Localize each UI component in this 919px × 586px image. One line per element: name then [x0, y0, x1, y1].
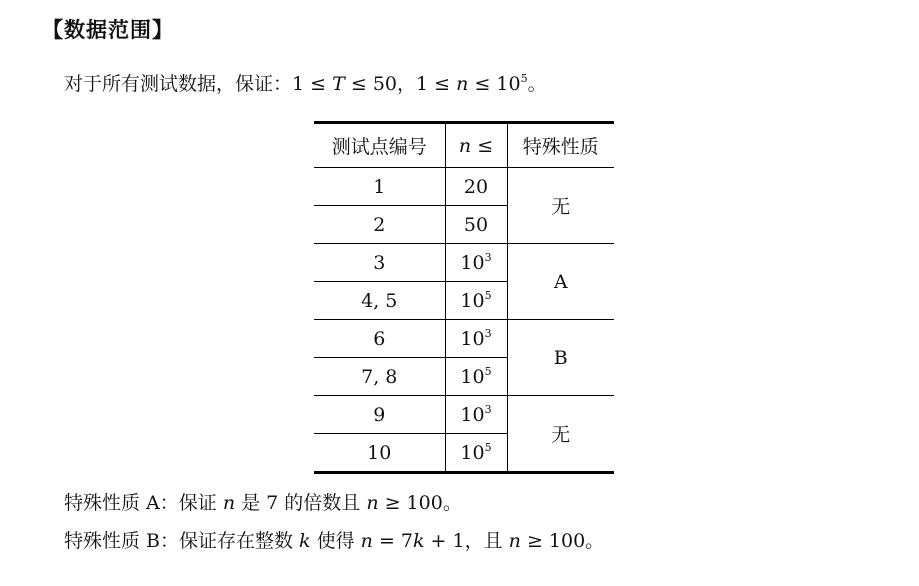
- section-heading: 【数据范围】: [42, 18, 174, 42]
- cell-property: B: [507, 320, 614, 396]
- cell-n-limit: $10^3$: [445, 244, 507, 282]
- cell-n-limit: 50: [445, 206, 507, 244]
- cell-test-id: 7, 8: [314, 358, 445, 396]
- cell-test-id: 2: [314, 206, 445, 244]
- cell-property: 无: [507, 168, 614, 244]
- cell-property: 无: [507, 396, 614, 473]
- t-lower: 1: [292, 73, 305, 95]
- cell-property: A: [507, 244, 614, 320]
- cell-test-id: 1: [373, 175, 386, 198]
- cell-n-limit: $10^3$: [445, 320, 507, 358]
- le-sign: ≤: [310, 73, 327, 95]
- n-variable: n: [456, 73, 469, 95]
- property-a-text: 特殊性质 A：保证 n 是 7 的倍数且 n ≥ 100。: [64, 492, 462, 514]
- cell-n-limit: $10^3$: [445, 396, 507, 434]
- header-property: 特殊性质: [507, 123, 614, 168]
- n-upper: $10^5$: [496, 72, 528, 95]
- le-sign: ≤: [434, 73, 451, 95]
- separator: ，: [397, 73, 417, 95]
- constraints-lead: 对于所有测试数据，保证：: [64, 73, 293, 95]
- cell-n-limit: $10^5$: [445, 358, 507, 396]
- cell-test-id: 4, 5: [314, 282, 445, 320]
- test-data-table: [314, 121, 614, 474]
- cell-n-limit: $10^5$: [445, 282, 507, 320]
- constraints-text: [64, 69, 547, 96]
- le-sign: ≤: [474, 73, 491, 95]
- header-n-limit: n ≤: [445, 123, 507, 168]
- cell-test-id: 6: [314, 320, 445, 358]
- n-lower: 1: [416, 73, 429, 95]
- le-sign: ≤: [350, 73, 367, 95]
- cell-n-limit: $10^5$: [445, 434, 507, 473]
- t-upper: 50: [372, 73, 398, 95]
- cell-test-id: 3: [314, 244, 445, 282]
- cell-n-limit: 20: [445, 168, 507, 206]
- header-test-id: 测试点编号: [314, 123, 445, 168]
- cell-test-id: 9: [314, 396, 445, 434]
- period: 。: [527, 73, 547, 95]
- property-b-text: 特殊性质 B：保证存在整数 k 使得 n = 7k + 1，且 n ≥ 100。: [64, 530, 605, 552]
- cell-test-id: 10: [314, 434, 445, 473]
- t-variable: T: [332, 73, 345, 95]
